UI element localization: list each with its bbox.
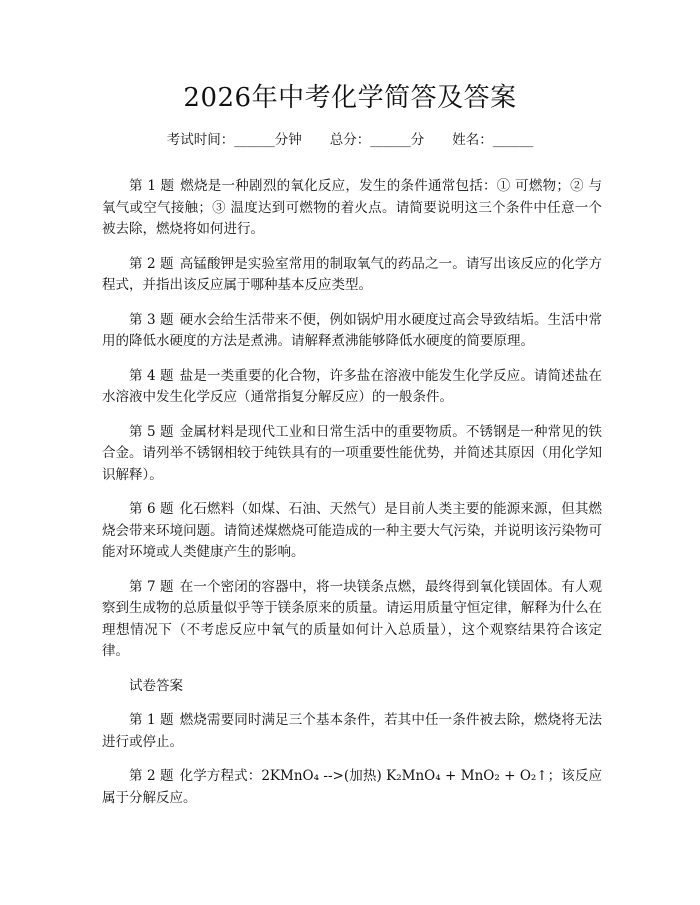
question-text: 在一个密闭的容器中，将一块镁条点燃，最终得到氧化镁固体。有人观察到生成物的总质量似乎等于镁条原来的质量。请运用质量守恒定律，解释为什么在理想情况下（不考虑反应中氧气的质量如何计入总质量），这个观察结果符合该定律。 xyxy=(102,578,603,659)
answer-2 xyxy=(102,766,602,809)
question-7 xyxy=(102,577,602,663)
question-2 xyxy=(102,254,602,297)
question-number: 第 6 题 xyxy=(129,501,174,517)
question-4 xyxy=(102,366,602,409)
question-text: 燃烧是一种剧烈的氧化反应，发生的条件通常包括：① 可燃物；② 与氧气或空气接触；③ 温度达到可燃物的着火点。请简要说明这三个条件中任意一个被去除，燃烧将如何进行。 xyxy=(102,178,602,237)
question-number: 第 5 题 xyxy=(129,423,174,440)
question-text: 金属材料是现代工业和日常生活中的重要物质。不锈钢是一种常见的铁合金。请列举不锈钢相较于纯铁具有的一项重要性能优势，并简述其原因（用化学知识解释）。 xyxy=(102,423,603,483)
question-5 xyxy=(102,422,602,487)
page-title: 2026年中考化学简答及答案 xyxy=(183,83,517,113)
answer-number: 第 2 题 xyxy=(129,768,174,784)
name-field: 姓名：______ xyxy=(452,132,534,148)
answer-text: 化学方程式：2KMnO₄ -->(加热) K₂MnO₄ + MnO₂ + O₂↑；该反应属于分解反应。 xyxy=(102,768,603,806)
question-number: 第 2 题 xyxy=(129,255,174,272)
answer-number: 第 1 题 xyxy=(129,712,174,728)
question-number: 第 3 题 xyxy=(129,311,174,328)
exam-info-row xyxy=(0,129,700,151)
answers-heading: 试卷答案 xyxy=(129,677,183,694)
answer-1 xyxy=(102,710,602,753)
question-number: 第 4 题 xyxy=(129,367,174,384)
question-text: 化石燃料（如煤、石油、天然气）是目前人类主要的能源来源，但其燃烧会带来环境问题。请简述煤燃烧可能造成的一种主要大气污染，并说明该污染物可能对环境或人类健康产生的影响。 xyxy=(102,501,603,560)
question-6 xyxy=(102,499,602,564)
question-text: 盐是一类重要的化合物，许多盐在溶液中能发生化学反应。请简述盐在水溶液中发生化学反应（通常指复分解反应）的一般条件。 xyxy=(102,367,603,405)
total-score-field: 总分：______分 xyxy=(329,132,425,148)
question-text: 硬水会给生活带来不便，例如锅炉用水硬度过高会导致结垢。生活中常用的降低水硬度的方法是煮沸。请解释煮沸能够降低水硬度的简要原理。 xyxy=(102,311,603,349)
question-number: 第 7 题 xyxy=(129,578,174,595)
question-text: 高锰酸钾是实验室常用的制取氧气的药品之一。请写出该反应的化学方程式，并指出该反应属于哪种基本反应类型。 xyxy=(102,255,603,293)
question-number: 第 1 题 xyxy=(129,178,175,194)
answer-text: 燃烧需要同时满足三个基本条件，若其中任一条件被去除，燃烧将无法进行或停止。 xyxy=(102,712,603,750)
document-body xyxy=(102,176,602,822)
question-3 xyxy=(102,310,602,353)
question-1 xyxy=(102,176,602,241)
exam-time-field: 考试时间：______分钟 xyxy=(166,132,302,148)
